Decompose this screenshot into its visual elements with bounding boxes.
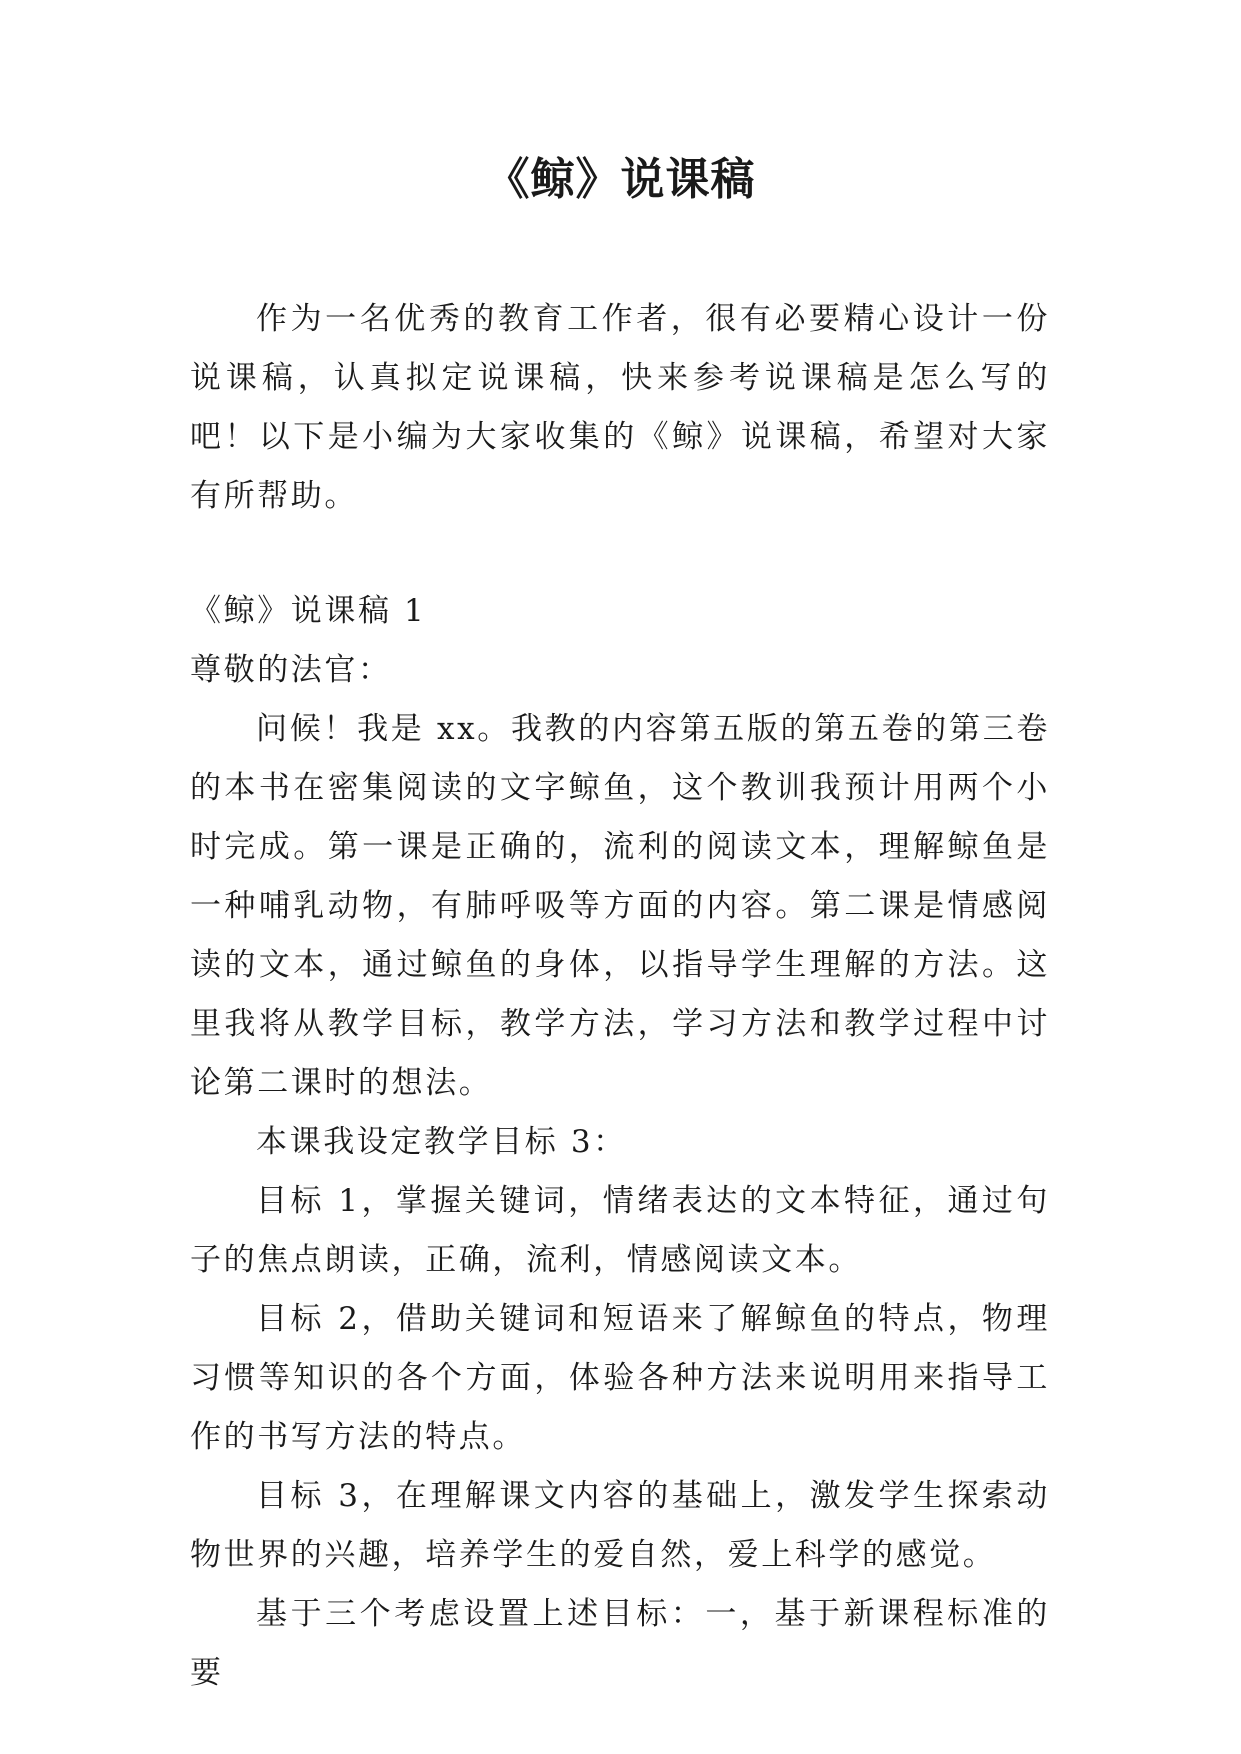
body-paragraph-3: 目标 1，掌握关键词，情绪表达的文本特征，通过句子的焦点朗读，正确，流利，情感阅读文本。 [190, 1183, 1050, 1278]
intro-paragraph: 作为一名优秀的教育工作者，很有必要精心设计一份说课稿，认真拟定说课稿，快来参考说课稿是怎么写的吧！以下是小编为大家收集的《鲸》说课稿，希望对大家有所帮助。 [190, 301, 1050, 514]
body-paragraph-4: 目标 2，借助关键词和短语来了解鲸鱼的特点，物理习惯等知识的各个方面，体验各种方法来说明用来指导工作的书写方法的特点。 [190, 1301, 1050, 1455]
paragraph-gap [190, 526, 1050, 582]
section-heading: 《鲸》说课稿 1 [190, 593, 427, 629]
salutation: 尊敬的法官： [190, 652, 392, 688]
body-paragraph-5: 目标 3，在理解课文内容的基础上，激发学生探索动物世界的兴趣，培养学生的爱自然，爱上科学的感觉。 [190, 1478, 1050, 1573]
body-paragraph-6: 基于三个考虑设置上述目标：一，基于新课程标准的要 [190, 1596, 1050, 1691]
document-body [190, 290, 1050, 1703]
document-title: 《鲸》说课稿 [485, 154, 756, 205]
body-paragraph-1: 问候！我是 xx。我教的内容第五版的第五卷的第三卷的本书在密集阅读的文字鲸鱼，这个教训我预计用两个小时完成。第一课是正确的，流利的阅读文本，理解鲸鱼是一种哺乳动物，有肺呼吸等方面的内容。第二课是情感阅读的文本，通过鲸鱼的身体，以指导学生理解的方法。这里我将从教学目标，教学方法，学习方法和教学过程中讨论第二课时的想法。 [190, 711, 1050, 1101]
body-paragraph-2: 本课我设定教学目标 3： [256, 1124, 627, 1160]
